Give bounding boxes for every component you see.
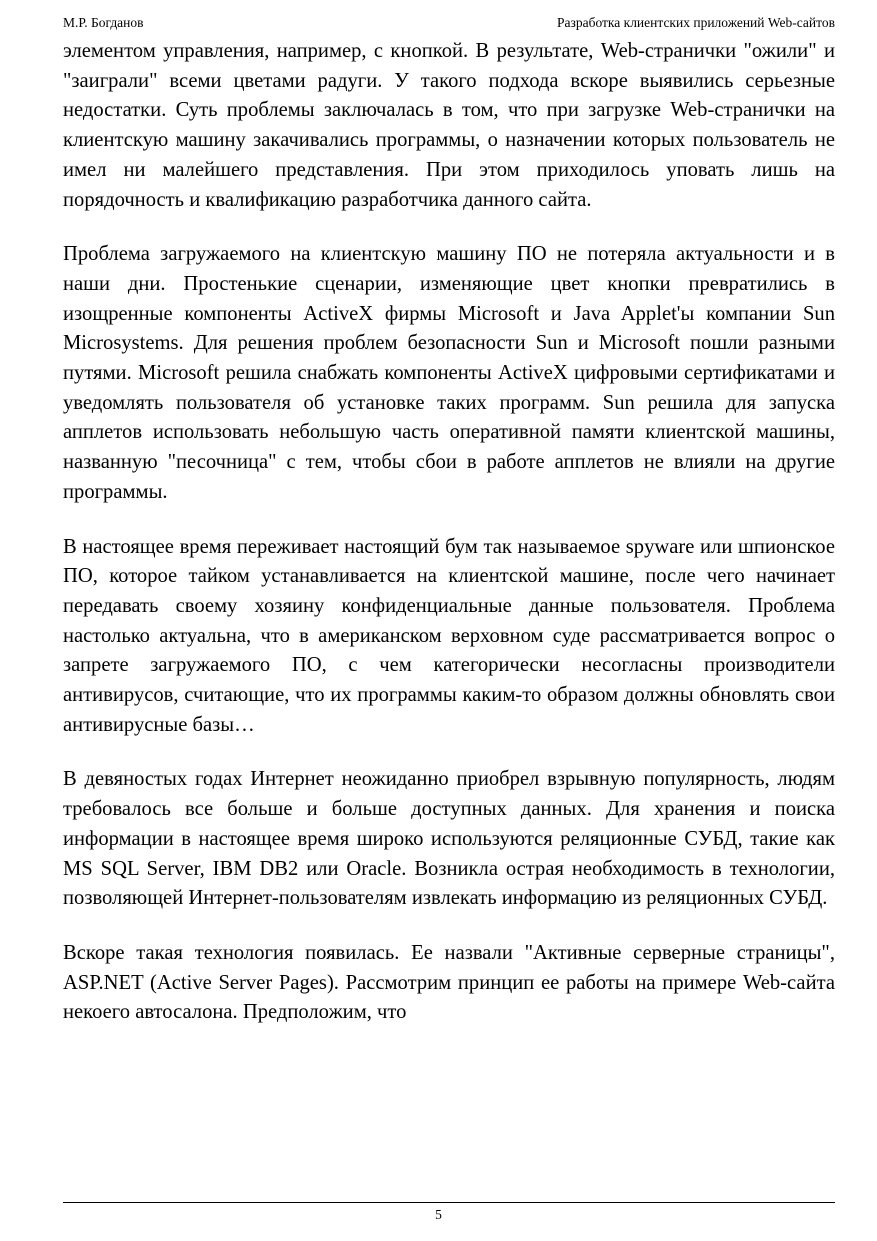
paragraph: элементом управления, например, с кнопкой. В результате, Web-странички "ожили" и "заиграли" всеми цветами радуги. У такого подхода вскоре выявились серьезные недостатки. Суть проблемы заключалась в том, что при загрузке Web-странички на клиентскую машину закачивались программы, о назначении которых пользователь не имел ни малейшего представления. При этом приходилось уповать лишь на порядочность и квалификацию разработчика данного сайта.: [63, 40, 835, 211]
page-number: 5: [435, 1207, 442, 1222]
paragraph: В девяностых годах Интернет неожиданно приобрел взрывную популярность, людям требовалось все больше и больше доступных данных. Для хранения и поиска информации в настоящее время широко используются реляционные СУБД, такие как MS SQL Server, IBM DB2 или Oracle. Возникла острая необходимость в технологии, позволяющей Интернет-пользователям извлекать информацию из реляционных СУБД.: [63, 768, 835, 910]
header-author: М.Р. Богданов: [63, 15, 144, 30]
footer-divider: [63, 1202, 835, 1203]
paragraph: Проблема загружаемого на клиентскую машину ПО не потеряла актуальности и в наши дни. Простенькие сценарии, изменяющие цвет кнопки превратились в изощренные компоненты ActiveX фирмы Microsoft и Java Applet'ы компании Sun Microsystems. Для решения проблем безопасности Sun и Microsoft пошли разными путями. Microsoft решила снабжать компоненты ActiveX цифровыми сертификатами и уведомлять пользователя об установке таких программ. Sun решила для запуска апплетов использовать небольшую часть оперативной памяти клиентской машины, названную "песочница" с тем, чтобы сбои в работе апплетов не влияли на другие программы.: [63, 243, 835, 503]
paragraph: В настоящее время переживает настоящий бум так называемое spyware или шпионское ПО, которое тайком устанавливается на клиентской машине, после чего начинает передавать своему хозяину конфиденциальные данные пользователя. Проблема настолько актуальна, что в американском верховном суде рассматривается вопрос о запрете загружаемого ПО, с чем категорически несогласны производители антивирусов, считающие, что их программы каким-то образом должны обновлять свои антивирусные базы…: [63, 535, 835, 736]
body-text: [63, 37, 835, 1028]
header-title: Разработка клиентских приложений Web-сайтов: [557, 15, 835, 30]
paragraph: Вскоре такая технология появилась. Ее назвали "Активные серверные страницы", ASP.NET (Active Server Pages). Рассмотрим принцип ее работы на примере Web-сайта некоего автосалона. Предположим, что: [63, 941, 835, 1024]
running-header: [63, 15, 835, 33]
